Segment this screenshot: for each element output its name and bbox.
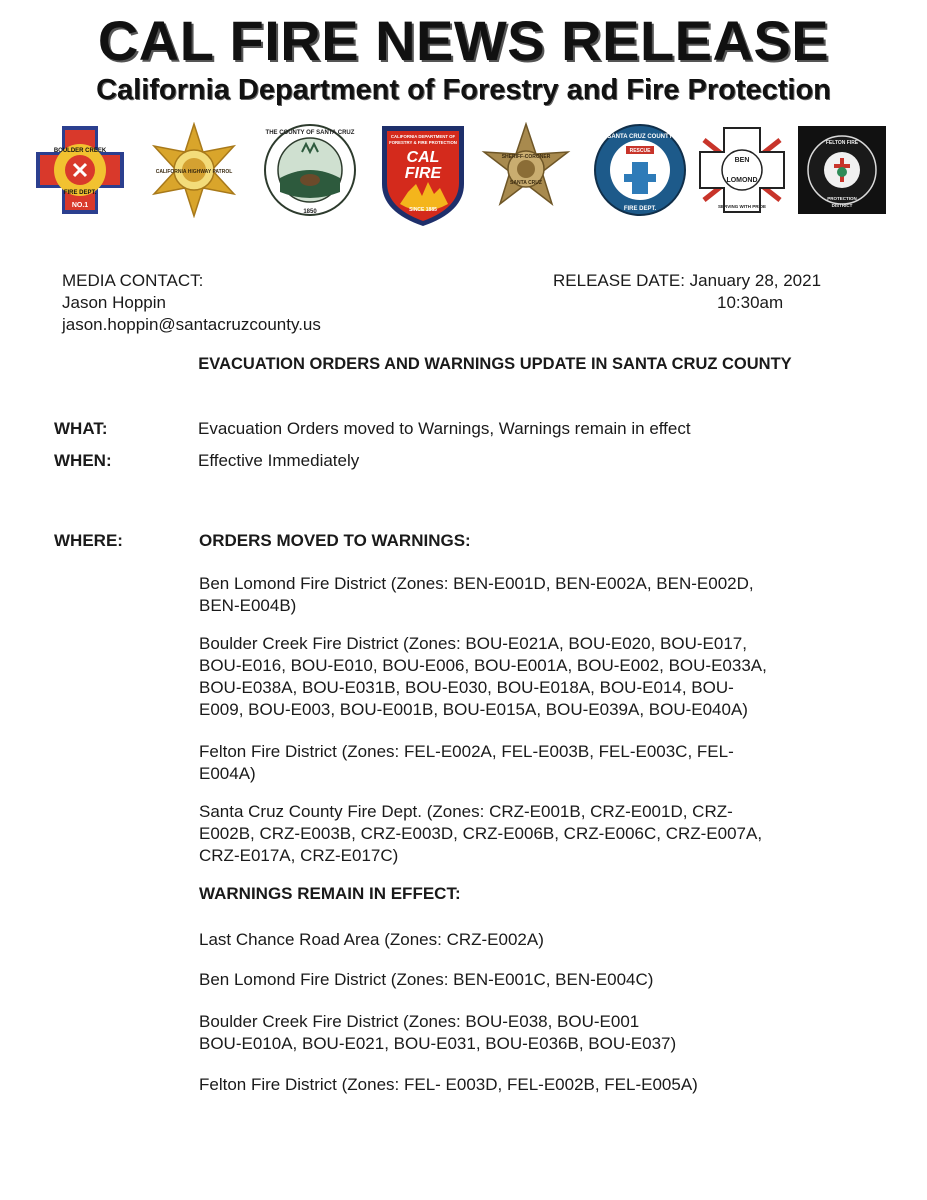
svg-text:RESCUE: RESCUE bbox=[629, 148, 651, 154]
order-item: Felton Fire District (Zones: FEL-E002A, FEL-E003B, FEL-E003C, FEL- E004A) bbox=[199, 742, 734, 783]
what-value: Evacuation Orders moved to Warnings, Warnings remain in effect bbox=[198, 419, 691, 438]
svg-text:1850: 1850 bbox=[303, 209, 317, 215]
county-of-santa-cruz-seal bbox=[262, 122, 358, 218]
svg-text:SANTA CRUZ COUNTY: SANTA CRUZ COUNTY bbox=[607, 134, 673, 140]
sheriff-coroner-logo bbox=[478, 122, 574, 218]
svg-text:SERVING WITH PRIDE: SERVING WITH PRIDE bbox=[718, 204, 766, 209]
what-label: WHAT: bbox=[54, 419, 108, 438]
svg-text:FIRE DEPT.: FIRE DEPT. bbox=[623, 206, 657, 212]
order-item: Santa Cruz County Fire Dept. (Zones: CRZ-E001B, CRZ-E001D, CRZ- E002B, CRZ-E003B, CRZ-E003D, CRZ-E006B, CRZ-E006C, CRZ-E007A, CRZ-E017A, CRZ-E017C) bbox=[199, 802, 763, 865]
svg-text:FIRE DEPT.: FIRE DEPT. bbox=[63, 190, 97, 196]
warnings-heading: WARNINGS REMAIN IN EFFECT: bbox=[199, 884, 461, 903]
media-contact-label: MEDIA CONTACT: bbox=[62, 271, 204, 290]
svg-text:FORESTRY & FIRE PROTECTION: FORESTRY & FIRE PROTECTION bbox=[389, 140, 457, 145]
svg-text:SHERIFF-CORONER: SHERIFF-CORONER bbox=[501, 154, 551, 160]
california-highway-patrol-logo bbox=[146, 122, 242, 218]
cal-fire-logo bbox=[378, 122, 468, 230]
svg-text:DISTRICT: DISTRICT bbox=[831, 203, 853, 208]
order-item: Boulder Creek Fire District (Zones: BOU-E021A, BOU-E020, BOU-E017, BOU-E016, BOU-E010, BOU-E006, BOU-E001A, BOU-E002, BOU-E033A, BOU-E038A, BOU-E031B, BOU-E030, BOU-E018A, BOU-E014, BOU- E009, BOU-E003, BOU-E001B, BOU-E015A, BOU-E039A, BOU-E040A) bbox=[199, 634, 767, 719]
order-item: Ben Lomond Fire District (Zones: BEN-E001D, BEN-E002A, BEN-E002D, BEN-E004B) bbox=[199, 574, 754, 615]
svg-text:FELTON FIRE: FELTON FIRE bbox=[825, 140, 859, 146]
santa-cruz-county-fire-logo bbox=[592, 122, 688, 218]
svg-text:CALIFORNIA DEPARTMENT OF: CALIFORNIA DEPARTMENT OF bbox=[390, 134, 456, 139]
svg-text:CALIFORNIA HIGHWAY PATROL: CALIFORNIA HIGHWAY PATROL bbox=[155, 169, 233, 175]
media-contact-name: Jason Hoppin bbox=[62, 293, 166, 312]
when-value: Effective Immediately bbox=[198, 451, 360, 470]
release-time: 10:30am bbox=[717, 293, 784, 312]
svg-text:SANTA CRUZ: SANTA CRUZ bbox=[510, 180, 542, 186]
when-label: WHEN: bbox=[54, 451, 112, 470]
svg-text:BOULDER CREEK: BOULDER CREEK bbox=[53, 148, 107, 154]
warning-item: Boulder Creek Fire District (Zones: BOU-E038, BOU-E001 BOU-E010A, BOU-E021, BOU-E031, BOU-E036B, BOU-E037) bbox=[199, 1012, 677, 1053]
media-contact-email: jason.hoppin@santacruzcounty.us bbox=[62, 315, 321, 334]
headline: EVACUATION ORDERS AND WARNINGS UPDATE IN SANTA CRUZ COUNTY bbox=[198, 355, 792, 373]
svg-text:CAL: CAL bbox=[406, 149, 440, 166]
orders-heading: ORDERS MOVED TO WARNINGS: bbox=[199, 531, 471, 550]
svg-text:PROTECTION: PROTECTION bbox=[827, 196, 857, 201]
svg-text:THE COUNTY OF SANTA CRUZ: THE COUNTY OF SANTA CRUZ bbox=[265, 130, 355, 136]
warning-item: Ben Lomond Fire District (Zones: BEN-E001C, BEN-E004C) bbox=[199, 970, 654, 989]
page-subtitle: California Department of Forestry and Fire Protection bbox=[96, 74, 831, 106]
svg-text:FIRE: FIRE bbox=[404, 165, 442, 182]
ben-lomond-fire-logo bbox=[694, 122, 790, 218]
svg-text:SINCE 1885: SINCE 1885 bbox=[409, 207, 437, 213]
page-title: CAL FIRE NEWS RELEASE bbox=[97, 9, 830, 72]
release-date-block bbox=[553, 270, 821, 314]
warning-item: Felton Fire District (Zones: FEL- E003D, FEL-E002B, FEL-E005A) bbox=[199, 1075, 698, 1094]
felton-fire-logo bbox=[798, 126, 886, 214]
svg-text:BEN: BEN bbox=[734, 157, 750, 164]
boulder-creek-fire-logo bbox=[32, 122, 128, 218]
media-contact-block bbox=[62, 270, 321, 336]
warning-item: Last Chance Road Area (Zones: CRZ-E002A) bbox=[199, 930, 544, 949]
release-date: RELEASE DATE: January 28, 2021 bbox=[553, 271, 822, 290]
svg-text:LOMOND: LOMOND bbox=[726, 177, 758, 184]
where-label: WHERE: bbox=[54, 531, 123, 550]
svg-text:NO.1: NO.1 bbox=[71, 202, 89, 209]
